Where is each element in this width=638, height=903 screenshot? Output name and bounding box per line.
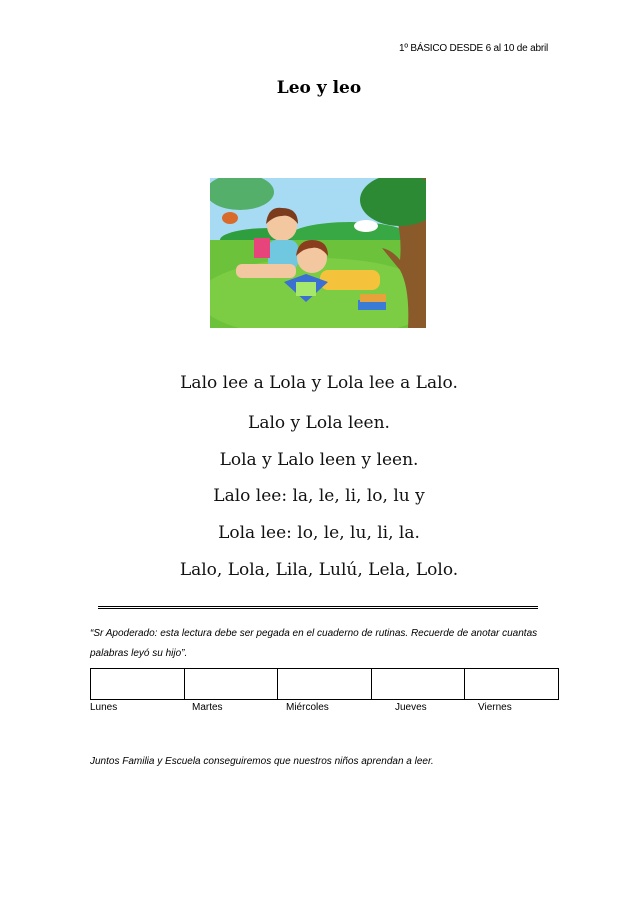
reading-line: Lola lee: lo, le, lu, li, la. (218, 523, 420, 543)
header-note: 1º BÁSICO DESDE 6 al 10 de abril (399, 43, 548, 54)
divider-line (98, 608, 538, 609)
day-label: Viernes (478, 702, 512, 713)
parent-note: “Sr Apoderado: esta lectura debe ser pegada en el cuaderno de rutinas. Recuerde de anotar cuantas palabras leyó su hijo”. (90, 628, 538, 659)
day-label: Lunes (90, 702, 118, 713)
day-label: Jueves (395, 702, 427, 713)
days-table (90, 668, 559, 700)
divider-line (98, 606, 538, 607)
day-cell[interactable] (185, 669, 279, 699)
day-cell[interactable] (91, 669, 185, 699)
reading-line: Lalo y Lola leen. (248, 413, 390, 433)
footer-note: Juntos Familia y Escuela conseguiremos que nuestros niños aprendan a leer. (90, 756, 434, 767)
day-cell[interactable] (278, 669, 372, 699)
reading-line: Lola y Lalo leen y leen. (219, 450, 419, 470)
reading-line: Lalo, Lola, Lila, Lulú, Lela, Lolo. (179, 560, 459, 580)
reading-line: Lalo lee a Lola y Lola lee a Lalo. (180, 373, 458, 393)
day-label: Martes (192, 702, 223, 713)
day-label: Miércoles (286, 702, 329, 713)
day-cell[interactable] (372, 669, 466, 699)
day-cell[interactable] (465, 669, 558, 699)
page-title: Leo y leo (276, 78, 362, 98)
children-reading-illustration (210, 178, 426, 328)
reading-line: Lalo lee: la, le, li, lo, lu y (213, 486, 425, 506)
